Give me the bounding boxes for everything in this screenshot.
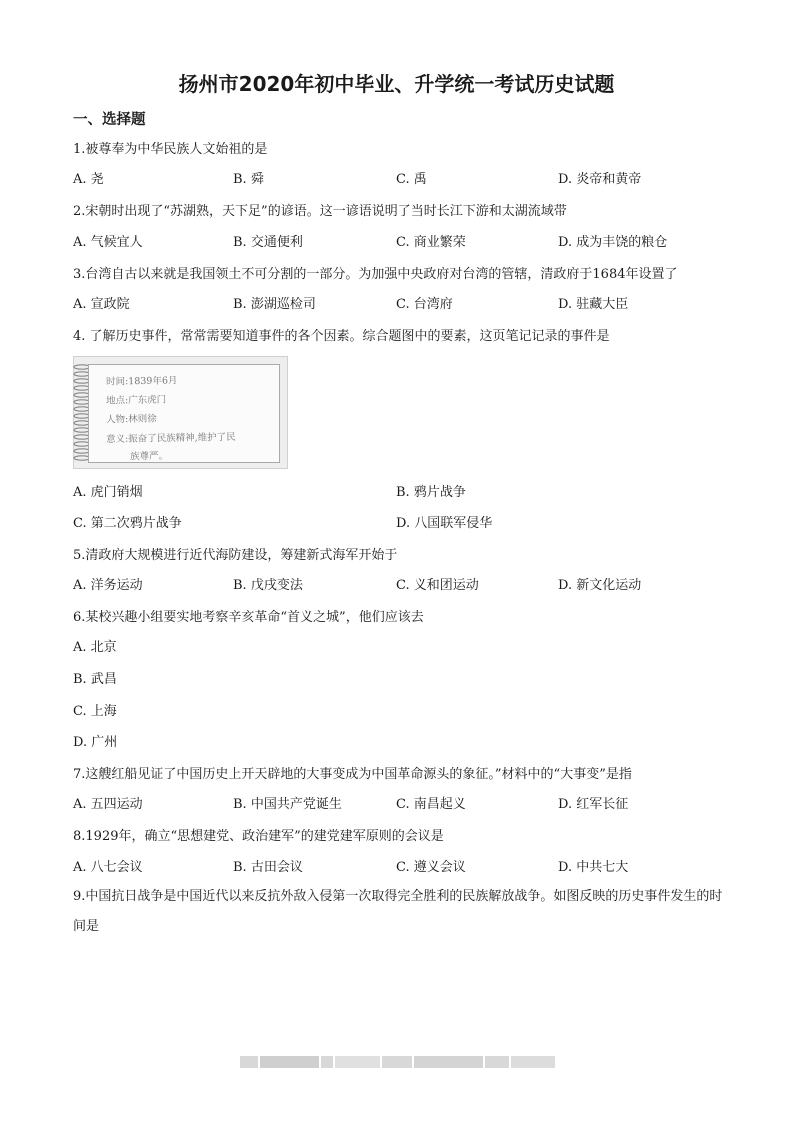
- question-4-stem: 4. 了解历史事件，常常需要知道事件的各个因素。综合题图中的要素，这页笔记记录的事件是: [73, 329, 610, 344]
- question-5-stem: 5.清政府大规模进行近代海防建设，筹建新式海军开始于: [73, 548, 398, 563]
- q2-option-d[interactable]: D. 成为丰饶的粮仓: [558, 235, 668, 250]
- question-7-stem: 7.这艘红船见证了中国历史上开天辟地的大事变成为中国革命源头的象征。”材料中的“大事变”是指: [73, 767, 632, 782]
- q6-option-b[interactable]: B. 武昌: [73, 672, 117, 687]
- section-heading: 一、选择题: [73, 112, 146, 128]
- question-6-stem: 6.某校兴趣小组要实地考察辛亥革命“首义之城”，他们应该去: [73, 610, 424, 625]
- q7-option-d[interactable]: D. 红军长征: [558, 797, 629, 812]
- note-line-meaning: 意义:振奋了民族精神,维护了民: [105, 431, 236, 446]
- q1-option-d[interactable]: D. 炎帝和黄帝: [558, 172, 642, 187]
- q7-option-b[interactable]: B. 中国共产党诞生: [233, 797, 342, 812]
- q6-option-a[interactable]: A. 北京: [73, 640, 117, 655]
- question-8-stem: 8.1929年，确立“思想建党、政治建军”的建党建军原则的会议是: [73, 829, 444, 844]
- q8-option-a[interactable]: A. 八七会议: [73, 860, 143, 875]
- q3-option-d[interactable]: D. 驻藏大臣: [558, 297, 629, 312]
- exam-title: 扬州市2020年初中毕业、升学统一考试历史试题: [178, 72, 615, 96]
- q7-option-a[interactable]: A. 五四运动: [73, 797, 143, 812]
- q3-option-b[interactable]: B. 澎湖巡检司: [233, 297, 316, 312]
- note-line-meaning-cont: 族尊严。: [129, 450, 169, 463]
- footer-watermark: [240, 1056, 555, 1068]
- q5-option-d[interactable]: D. 新文化运动: [558, 578, 642, 593]
- q1-option-c[interactable]: C. 禹: [396, 172, 427, 187]
- question-3-stem: 3.台湾自古以来就是我国领土不可分割的一部分。为加强中央政府对台湾的管辖，清政府于1684年设置了: [73, 267, 678, 282]
- q4-option-d[interactable]: D. 八国联军侵华: [396, 516, 493, 531]
- q4-option-c[interactable]: C. 第二次鸦片战争: [73, 516, 182, 531]
- q4-option-a[interactable]: A. 虎门销烟: [73, 485, 143, 500]
- note-line-person: 人物:林则徐: [105, 413, 157, 426]
- q2-option-a[interactable]: A. 气候宜人: [73, 235, 143, 250]
- q5-option-c[interactable]: C. 义和团运动: [396, 578, 479, 593]
- q4-option-b[interactable]: B. 鸦片战争: [396, 485, 466, 500]
- q7-option-c[interactable]: C. 南昌起义: [396, 797, 466, 812]
- question-2-stem: 2.宋朝时出现了“苏湖熟，天下足”的谚语。这一谚语说明了当时长江下游和太湖流域带: [73, 204, 567, 219]
- q6-option-c[interactable]: C. 上海: [73, 704, 117, 719]
- q6-option-d[interactable]: D. 广州: [73, 735, 118, 750]
- q1-option-b[interactable]: B. 舜: [233, 172, 264, 187]
- q2-option-c[interactable]: C. 商业繁荣: [396, 235, 466, 250]
- q2-option-b[interactable]: B. 交通便利: [233, 235, 303, 250]
- q8-option-d[interactable]: D. 中共七大: [558, 860, 629, 875]
- question-1-stem: 1.被尊奉为中华民族人文始祖的是: [73, 142, 268, 157]
- q8-option-b[interactable]: B. 古田会议: [233, 860, 303, 875]
- q1-option-a[interactable]: A. 尧: [73, 172, 104, 187]
- question-9-stem: 9.中国抗日战争是中国近代以来反抗外敌入侵第一次取得完全胜利的民族解放战争。如图反映的历史事件发生的时间是: [73, 889, 723, 934]
- note-line-place: 地点:广东虎门: [105, 394, 167, 407]
- q5-option-b[interactable]: B. 戊戌变法: [233, 578, 303, 593]
- q5-option-a[interactable]: A. 洋务运动: [73, 578, 143, 593]
- q8-option-c[interactable]: C. 遵义会议: [396, 860, 466, 875]
- notebook-image: [73, 356, 288, 469]
- q3-option-a[interactable]: A. 宣政院: [73, 297, 130, 312]
- q3-option-c[interactable]: C. 台湾府: [396, 297, 453, 312]
- note-line-time: 时间:1839年6月: [105, 375, 178, 388]
